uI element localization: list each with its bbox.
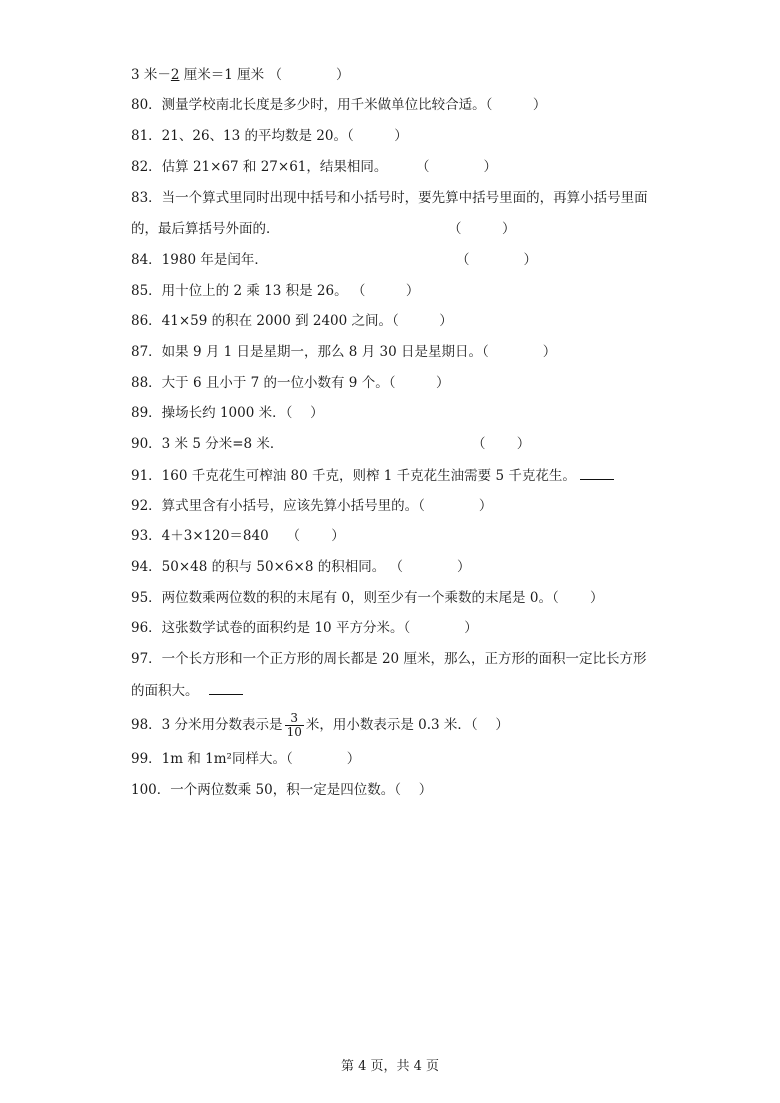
question-94: 94．50×48 的积与 50×6×8 的积相同。 （ ） — [131, 559, 471, 575]
question-95: 95．两位数乘两位数的积的末尾有 0，则至少有一个乘数的末尾是 0。（ ） — [131, 590, 604, 606]
question-79-cont — [131, 67, 349, 83]
question-text: 82．估算 21×67 和 27×61，结果相同。 — [131, 159, 388, 175]
page-footer: 第 4 页，共 4 页 — [340, 1059, 440, 1074]
question-83-answer-paren: （ ） — [448, 221, 516, 237]
question-85: 85．用十位上的 2 乘 13 积是 26。 （ ） — [131, 283, 420, 299]
question-89: 89．操场长约 1000 米．（ ） — [131, 405, 324, 421]
question-98 — [131, 712, 509, 739]
question-87: 87．如果 9 月 1 日是星期一，那么 8 月 30 日是星期日。（ ） — [131, 344, 557, 360]
question-82-answer-paren: （ ） — [416, 159, 497, 175]
question-88: 88．大于 6 且小于 7 的一位小数有 9 个。（ ） — [131, 375, 450, 391]
question-97-line1: 97．一个长方形和一个正方形的周长都是 20 厘米，那么，正方形的面积一定比长方形 — [131, 651, 647, 667]
question-91 — [131, 467, 614, 484]
question-97-line2 — [131, 682, 243, 699]
fraction-numerator: 3 — [285, 712, 304, 726]
answer-blank — [580, 467, 614, 480]
question-81: 81．21、26、13 的平均数是 20。（ ） — [131, 128, 408, 144]
text: 厘米＝1 厘米 （ ） — [179, 67, 350, 83]
question-83-line1: 83．当一个算式里同时出现中括号和小括号时，要先算中括号里面的，再算小括号里面 — [131, 190, 648, 206]
question-100: 100．一个两位数乘 50，积一定是四位数。（ ） — [131, 782, 433, 798]
question-90-answer-paren: （ ） — [472, 436, 531, 452]
fraction-denominator: 10 — [286, 725, 302, 739]
fraction — [285, 712, 304, 739]
question-80: 80．测量学校南北长度是多少时，用千米做单位比较合适。（ ） — [131, 97, 547, 113]
question-93: 93．4＋3×120＝840 （ ） — [131, 528, 345, 544]
question-text: 米，用小数表示是 0.3 米．（ ） — [305, 717, 509, 733]
question-92: 92．算式里含有小括号，应该先算小括号里的。（ ） — [131, 498, 493, 514]
question-99: 99．1m 和 1m²同样大。（ ） — [131, 751, 361, 767]
underlined-digit: 2 — [170, 67, 180, 83]
question-text: 91．160 千克花生可榨油 80 千克，则榨 1 千克花生油需要 5 千克花生。 — [131, 468, 576, 484]
text: 3 米－ — [131, 67, 171, 83]
question-86: 86．41×59 的积在 2000 到 2400 之间。（ ） — [131, 313, 453, 329]
answer-blank — [209, 682, 243, 695]
question-83-line2: 的，最后算括号外面的． — [131, 221, 280, 237]
question-84-answer-paren: （ ） — [456, 252, 537, 268]
question-90: 90．3 米 5 分米=8 米． — [131, 436, 284, 452]
question-text: 98．3 分米用分数表示是 — [131, 717, 283, 733]
question-84: 84．1980 年是闰年． — [131, 252, 268, 268]
question-82 — [131, 159, 387, 175]
question-text: 的面积大。 — [131, 683, 199, 699]
question-96: 96．这张数学试卷的面积约是 10 平方分米。（ ） — [131, 620, 478, 636]
